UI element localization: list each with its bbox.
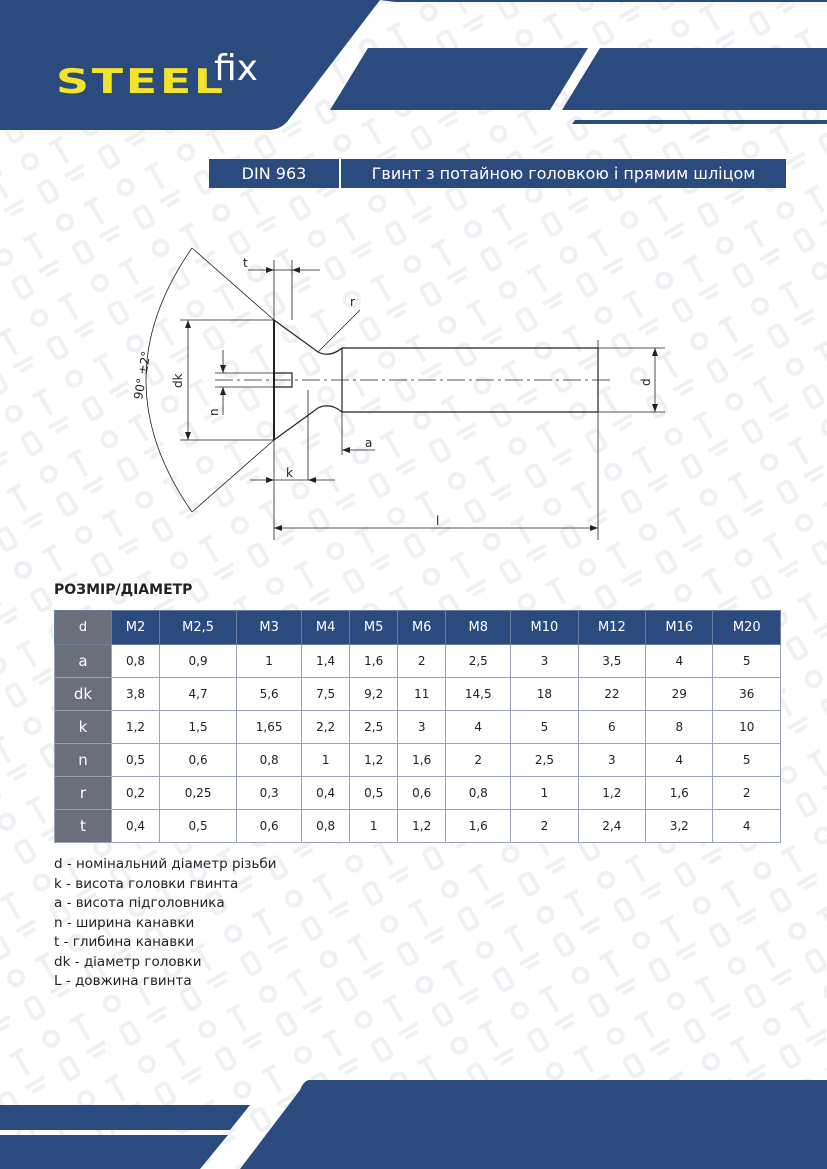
table-cell: 8 xyxy=(646,711,713,744)
table-cell: 2 xyxy=(713,777,781,810)
table-cell: 1 xyxy=(511,777,578,810)
table-cell: 29 xyxy=(646,678,713,711)
legend-item: n - ширина канавки xyxy=(54,914,195,931)
legend-item: dk - діаметр головки xyxy=(54,953,202,970)
title-bar xyxy=(209,159,786,188)
table-cell: 4,7 xyxy=(160,678,237,711)
table-cell: 0,5 xyxy=(112,744,160,777)
row-label: n xyxy=(55,744,112,777)
table-cell: 5 xyxy=(713,645,781,678)
table-cell: 4 xyxy=(713,810,781,843)
size-header-cell: M2 xyxy=(112,611,160,645)
table-header-label: d xyxy=(55,611,112,645)
legend-item: a - висота підголовника xyxy=(54,895,225,911)
row-label: r xyxy=(55,777,112,810)
table-cell: 1,6 xyxy=(646,777,713,810)
table-cell: 1,6 xyxy=(350,645,398,678)
table-cell: 36 xyxy=(713,678,781,711)
label-r: r xyxy=(350,295,355,309)
size-header-cell: M2,5 xyxy=(160,611,237,645)
table-cell: 5,6 xyxy=(237,678,302,711)
table-cell: 1 xyxy=(302,744,350,777)
table-cell: 6 xyxy=(578,711,645,744)
label-n: n xyxy=(207,408,221,416)
table-cell: 3 xyxy=(511,645,578,678)
table-cell: 2 xyxy=(398,645,446,678)
size-header-cell: M5 xyxy=(350,611,398,645)
table-cell: 0,4 xyxy=(112,810,160,843)
label-t: t xyxy=(243,256,248,270)
table-cell: 2,4 xyxy=(578,810,645,843)
table-cell: 1 xyxy=(350,810,398,843)
product-title: Гвинт з потайною головкою і прямим шліцом xyxy=(371,164,756,183)
table-cell: 2,5 xyxy=(446,645,511,678)
label-a: a xyxy=(365,436,373,450)
table-cell: 0,5 xyxy=(350,777,398,810)
table-cell: 0,9 xyxy=(160,645,237,678)
table-cell: 0,8 xyxy=(112,645,160,678)
table-cell: 7,5 xyxy=(302,678,350,711)
table-cell: 1,6 xyxy=(446,810,511,843)
table-row xyxy=(55,744,781,777)
label-angle: 90° ±2° xyxy=(131,350,154,401)
table-row xyxy=(55,711,781,744)
table-cell: 3 xyxy=(398,711,446,744)
table-cell: 3,5 xyxy=(578,645,645,678)
section-title: РОЗМІР/ДІАМЕТР xyxy=(54,582,193,598)
size-header-cell: M3 xyxy=(237,611,302,645)
row-label: t xyxy=(55,810,112,843)
standard-code: DIN 963 xyxy=(209,159,341,188)
size-header-cell: M12 xyxy=(578,611,645,645)
table-cell: 2,5 xyxy=(511,744,578,777)
logo-steel-text: STEEL xyxy=(56,62,226,102)
table-cell: 11 xyxy=(398,678,446,711)
table-cell: 1,6 xyxy=(398,744,446,777)
row-label: a xyxy=(55,645,112,678)
legend xyxy=(54,855,277,992)
legend-item: L - довжина гвинта xyxy=(54,973,192,989)
table-row xyxy=(55,645,781,678)
table-cell: 0,6 xyxy=(160,744,237,777)
table-cell: 0,6 xyxy=(398,777,446,810)
row-label: k xyxy=(55,711,112,744)
table-cell: 5 xyxy=(511,711,578,744)
table-cell: 18 xyxy=(511,678,578,711)
size-header-cell: M4 xyxy=(302,611,350,645)
table-row xyxy=(55,678,781,711)
legend-item: k - висота головки гвинта xyxy=(54,875,239,892)
table-cell: 14,5 xyxy=(446,678,511,711)
table-cell: 4 xyxy=(646,744,713,777)
size-header-cell: M8 xyxy=(446,611,511,645)
table-cell: 0,2 xyxy=(112,777,160,810)
table-row xyxy=(55,777,781,810)
legend-item: t - глибина канавки xyxy=(54,934,195,950)
label-k: k xyxy=(286,466,293,480)
dimensions-table xyxy=(54,610,781,843)
table-cell: 1,65 xyxy=(237,711,302,744)
table-cell: 0,8 xyxy=(302,810,350,843)
table-cell: 0,6 xyxy=(237,810,302,843)
size-header-cell: M16 xyxy=(646,611,713,645)
table-cell: 3,2 xyxy=(646,810,713,843)
table-cell: 0,3 xyxy=(237,777,302,810)
screw-technical-drawing xyxy=(120,240,653,545)
table-cell: 22 xyxy=(578,678,645,711)
table-cell: 1,2 xyxy=(112,711,160,744)
table-cell: 3 xyxy=(578,744,645,777)
label-d: d xyxy=(639,378,653,386)
table-cell: 3,8 xyxy=(112,678,160,711)
table-cell: 9,2 xyxy=(350,678,398,711)
table-cell: 2,5 xyxy=(350,711,398,744)
table-cell: 4 xyxy=(446,711,511,744)
table-cell: 1,2 xyxy=(350,744,398,777)
table-cell: 0,25 xyxy=(160,777,237,810)
table-cell: 2 xyxy=(446,744,511,777)
table-cell: 0,8 xyxy=(237,744,302,777)
table-cell: 5 xyxy=(713,744,781,777)
row-label: dk xyxy=(55,678,112,711)
table-header-row xyxy=(55,611,781,645)
size-header-cell: M10 xyxy=(511,611,578,645)
table-cell: 2 xyxy=(511,810,578,843)
table-cell: 4 xyxy=(646,645,713,678)
table-row xyxy=(55,810,781,843)
table-cell: 0,4 xyxy=(302,777,350,810)
table-cell: 1,2 xyxy=(578,777,645,810)
label-dk: dk xyxy=(171,373,185,388)
size-header-cell: M20 xyxy=(713,611,781,645)
legend-item: d - номінальний діаметр різьби xyxy=(54,856,277,872)
table-cell: 0,8 xyxy=(446,777,511,810)
table-cell: 1,5 xyxy=(160,711,237,744)
table-cell: 0,5 xyxy=(160,810,237,843)
table-cell: 1,2 xyxy=(398,810,446,843)
logo-fix-text: fix xyxy=(214,48,258,89)
steelfix-logo xyxy=(56,48,276,102)
footer-banner xyxy=(0,1080,827,1169)
size-header-cell: M6 xyxy=(398,611,446,645)
table-cell: 10 xyxy=(713,711,781,744)
table-cell: 1,4 xyxy=(302,645,350,678)
table-cell: 1 xyxy=(237,645,302,678)
table-cell: 2,2 xyxy=(302,711,350,744)
label-l: l xyxy=(436,514,440,528)
